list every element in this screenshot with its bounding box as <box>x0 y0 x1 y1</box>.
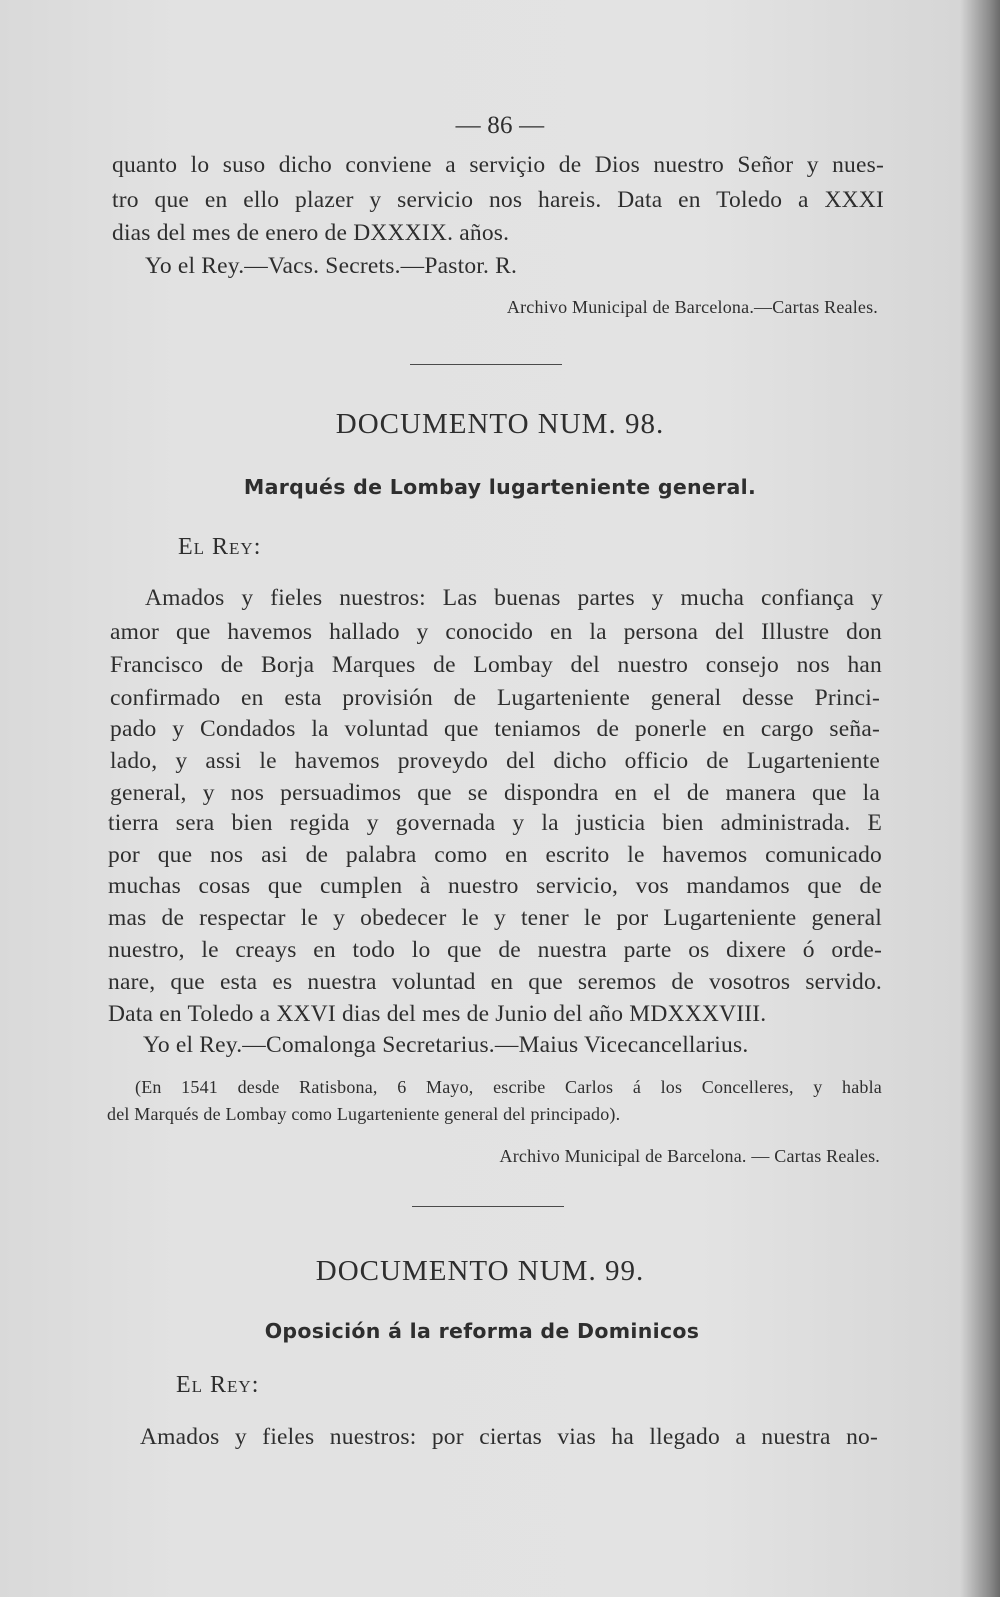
page-number: — 86 — <box>455 112 545 139</box>
body-line: lado, y assi le havemos proveydo del dicho officio de Lugarteniente <box>110 748 880 774</box>
body-line: muchas cosas que cumplen à nuestro servicio, vos mandamos que de <box>108 873 882 899</box>
source-citation: Archivo Municipal de Barcelona.—Cartas Reales. <box>506 297 878 317</box>
body-line: Data en Toledo a XXVI dias del mes de Junio del año MDXXXVIII. <box>108 1001 767 1027</box>
signature-line: Yo el Rey.—Vacs. Secrets.—Pastor. R. <box>145 253 518 279</box>
body-line: tro que en ello plazer y servicio nos hareis. Data en Toledo a XXXI <box>112 187 884 213</box>
document-subtitle: Oposición á la reforma de Dominicos <box>264 1319 700 1343</box>
body-line: amor que havemos hallado y conocido en la persona del Illustre don <box>110 619 882 645</box>
document-heading: DOCUMENTO NUM. 98. <box>335 408 665 440</box>
body-line: dias del mes de enero de DXXXIX. años. <box>112 220 510 246</box>
body-line: por que nos asi de palabra como en escrito le havemos comunicado <box>108 842 882 868</box>
signature-line: Yo el Rey.—Comalonga Secretarius.—Maius Vicecancellarius. <box>143 1032 749 1058</box>
body-line: tierra sera bien regida y governada y la justicia bien administrada. E <box>108 810 882 836</box>
editorial-note: (En 1541 desde Ratisbona, 6 Mayo, escribe Carlos á los Concelleres, y habla <box>135 1077 882 1097</box>
body-line: confirmado en esta provisión de Lugarteniente general desse Princi- <box>110 685 880 711</box>
body-line: Francisco de Borja Marques de Lombay del nuestro consejo nos han <box>110 652 882 678</box>
body-line: Amados y fieles nuestros: por ciertas vias ha llegado a nuestra no- <box>140 1424 878 1450</box>
body-line: general, y nos persuadimos que se dispondra en el de manera que la <box>110 780 880 806</box>
body-line: Amados y fieles nuestros: Las buenas partes y mucha confiança y <box>145 585 883 611</box>
body-line: pado y Condados la voluntad que teniamos de ponerle en cargo seña- <box>110 716 880 742</box>
body-line: nare, que esta es nuestra voluntad en que seremos de vosotros servido. <box>108 969 882 995</box>
body-line: mas de respectar le y obedecer le y tener le por Lugarteniente general <box>108 905 882 931</box>
body-line: quanto lo suso dicho conviene a serviçio de Dios nuestro Señor y nues- <box>112 152 884 178</box>
document-heading: DOCUMENTO NUM. 99. <box>315 1255 645 1287</box>
document-subtitle: Marqués de Lombay lugarteniente general. <box>243 475 757 499</box>
salutation: El Rey: <box>178 534 262 560</box>
editorial-note: del Marqués de Lombay como Lugarteniente general del principado). <box>107 1104 621 1124</box>
section-divider <box>410 364 562 365</box>
body-line: nuestro, le creays en todo lo que de nuestra parte os dixere ó orde- <box>108 937 882 963</box>
salutation: El Rey: <box>176 1372 260 1398</box>
source-citation: Archivo Municipal de Barcelona. — Cartas Reales. <box>499 1146 880 1166</box>
section-divider <box>412 1206 564 1207</box>
